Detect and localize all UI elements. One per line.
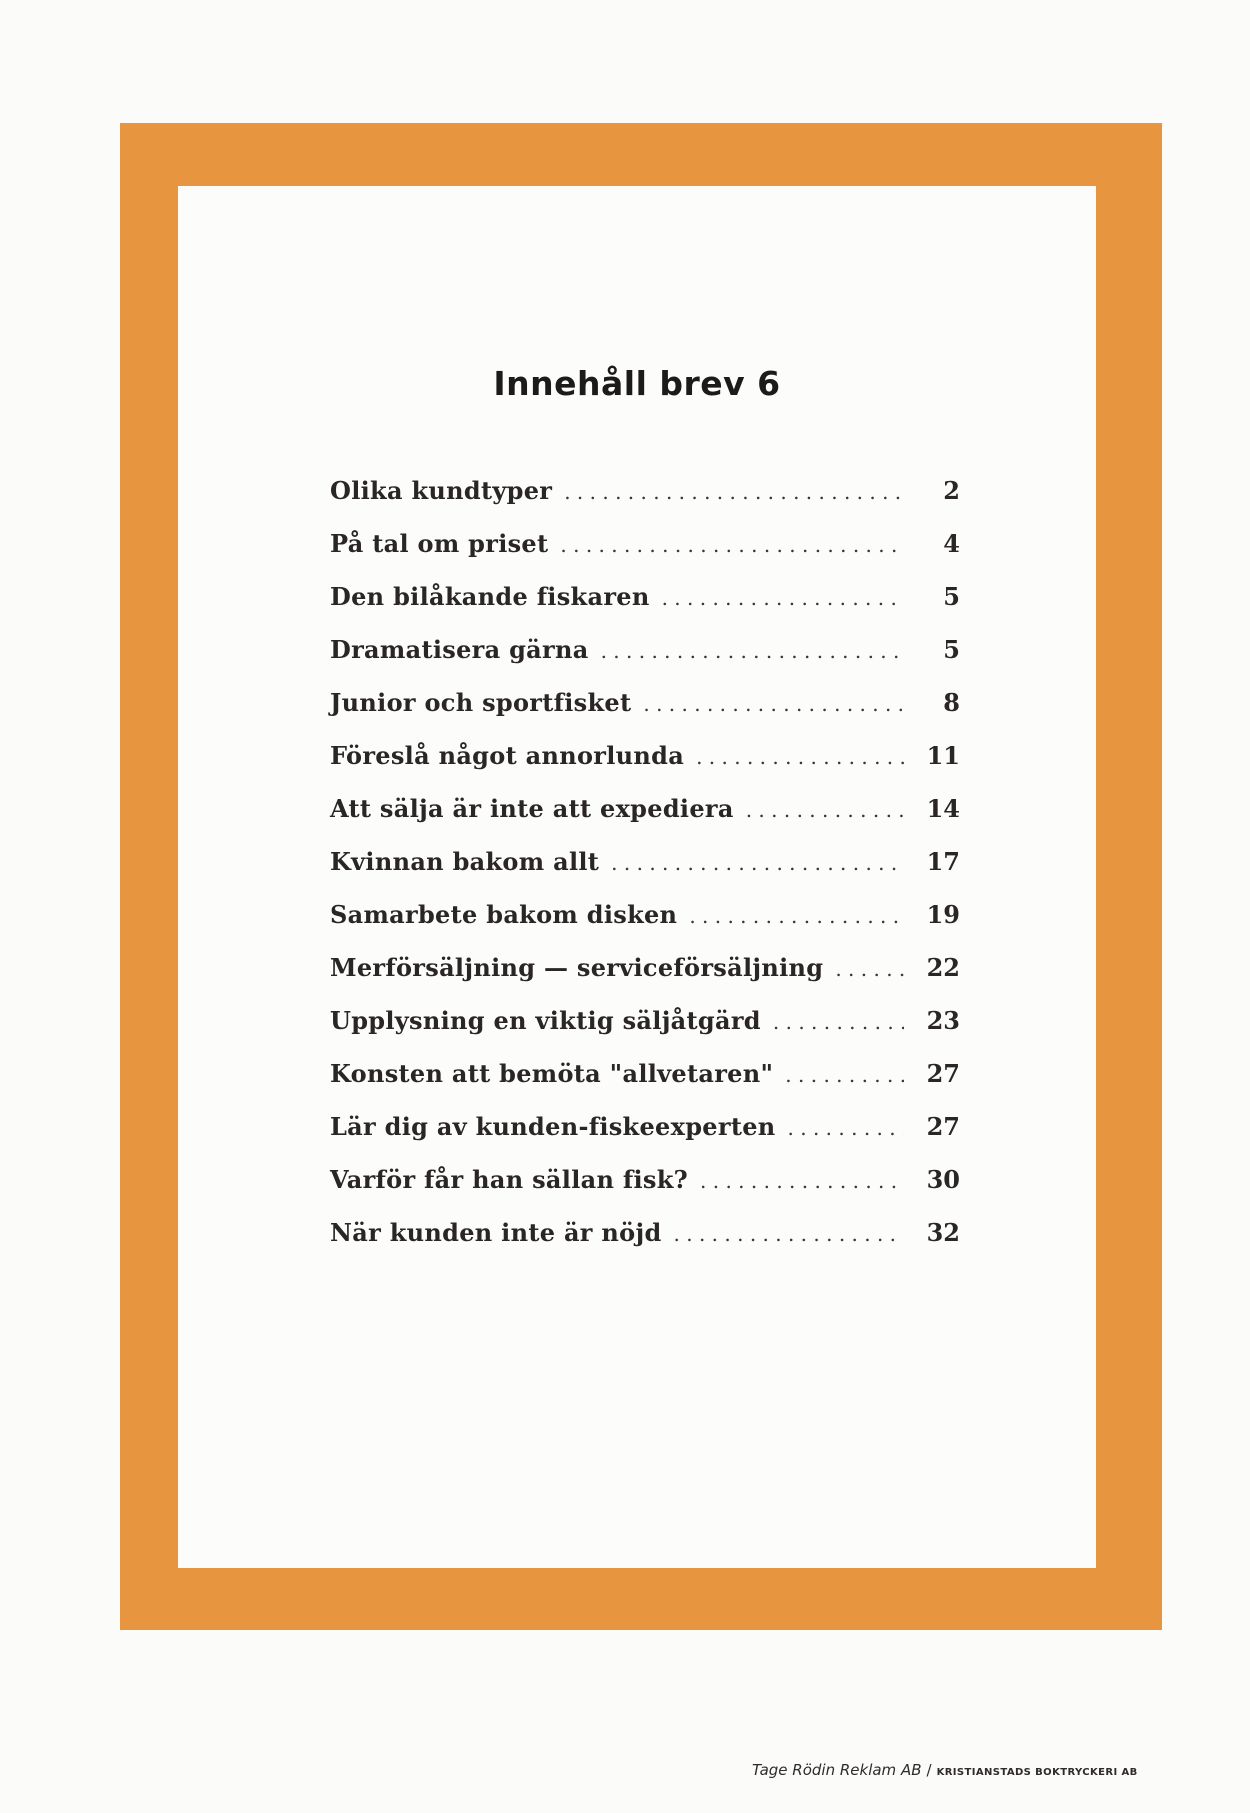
toc-entry-page: 32 <box>926 1218 960 1247</box>
dot-leader <box>643 692 904 716</box>
toc-entry <box>330 953 960 1006</box>
dot-leader <box>746 798 904 822</box>
toc-entry-page: 5 <box>943 635 960 664</box>
toc-entry <box>330 476 960 529</box>
toc-entry-title: Junior och sportfisket <box>330 688 632 717</box>
toc-entry <box>330 1112 960 1165</box>
toc-entry-title: Dramatisera gärna <box>330 635 589 664</box>
dot-leader <box>835 957 904 981</box>
imprint <box>752 1760 1138 1779</box>
toc-entry-title: Konsten att bemöta "allvetaren" <box>330 1059 774 1088</box>
toc-entry-title: Kvinnan bakom allt <box>330 847 600 876</box>
toc-entry-page: 8 <box>943 688 960 717</box>
toc-entry-page: 11 <box>926 741 960 770</box>
toc-entry-title: När kunden inte är nöjd <box>330 1218 662 1247</box>
dot-leader <box>560 533 904 557</box>
imprint-printer: KRISTIANSTADS BOKTRYCKERI AB <box>936 1767 1138 1778</box>
toc-entry-page: 17 <box>926 847 960 876</box>
toc-entry <box>330 1059 960 1112</box>
content-panel <box>178 186 1096 1568</box>
page-title: Innehåll brev 6 <box>493 364 781 403</box>
dot-leader <box>674 1222 904 1246</box>
dot-leader <box>689 904 904 928</box>
toc-entry-title: Föreslå något annorlunda <box>330 741 685 770</box>
toc-entry-title: Varför får han sällan fisk? <box>330 1165 689 1194</box>
toc-entry <box>330 1165 960 1218</box>
toc-entry <box>330 1218 960 1271</box>
dot-leader <box>785 1063 904 1087</box>
toc-entry-page: 4 <box>943 529 960 558</box>
toc-entry <box>330 741 960 794</box>
toc-entry <box>330 900 960 953</box>
dot-leader <box>788 1116 904 1140</box>
toc-entry-page: 19 <box>926 900 960 929</box>
dot-leader <box>696 745 904 769</box>
imprint-agency: Tage Rödin Reklam AB <box>752 1761 922 1779</box>
toc-entry-page: 27 <box>926 1112 960 1141</box>
toc-entry-page: 23 <box>926 1006 960 1035</box>
toc-entry <box>330 582 960 635</box>
toc-entry-page: 22 <box>926 953 960 982</box>
toc-entry-title: Olika kundtyper <box>330 476 553 505</box>
dot-leader <box>700 1169 904 1193</box>
dot-leader <box>662 586 904 610</box>
toc-entry <box>330 1006 960 1059</box>
toc-entry-title: Att sälja är inte att expediera <box>330 794 734 823</box>
toc-entry-title: På tal om priset <box>330 529 549 558</box>
toc-entry <box>330 847 960 900</box>
imprint-separator: / <box>926 1761 932 1779</box>
dot-leader <box>601 639 904 663</box>
toc-entry-title: Merförsäljning — serviceförsäljning <box>330 953 824 982</box>
toc-entry-title: Den bilåkande fiskaren <box>330 582 650 611</box>
dot-leader <box>611 851 904 875</box>
toc-entry <box>330 688 960 741</box>
dot-leader <box>773 1010 904 1034</box>
toc-entry-page: 5 <box>943 582 960 611</box>
toc-entry-title: Upplysning en viktig säljåtgärd <box>330 1006 761 1035</box>
toc-entry-page: 14 <box>926 794 960 823</box>
toc-entry <box>330 794 960 847</box>
toc-entry <box>330 529 960 582</box>
toc-entry-page: 2 <box>943 476 960 505</box>
toc-entry-title: Samarbete bakom disken <box>330 900 678 929</box>
toc-entry-page: 30 <box>926 1165 960 1194</box>
toc-entry-page: 27 <box>926 1059 960 1088</box>
dot-leader <box>564 480 904 504</box>
table-of-contents <box>330 476 960 1271</box>
toc-entry <box>330 635 960 688</box>
toc-entry-title: Lär dig av kunden-fiskeexperten <box>330 1112 776 1141</box>
